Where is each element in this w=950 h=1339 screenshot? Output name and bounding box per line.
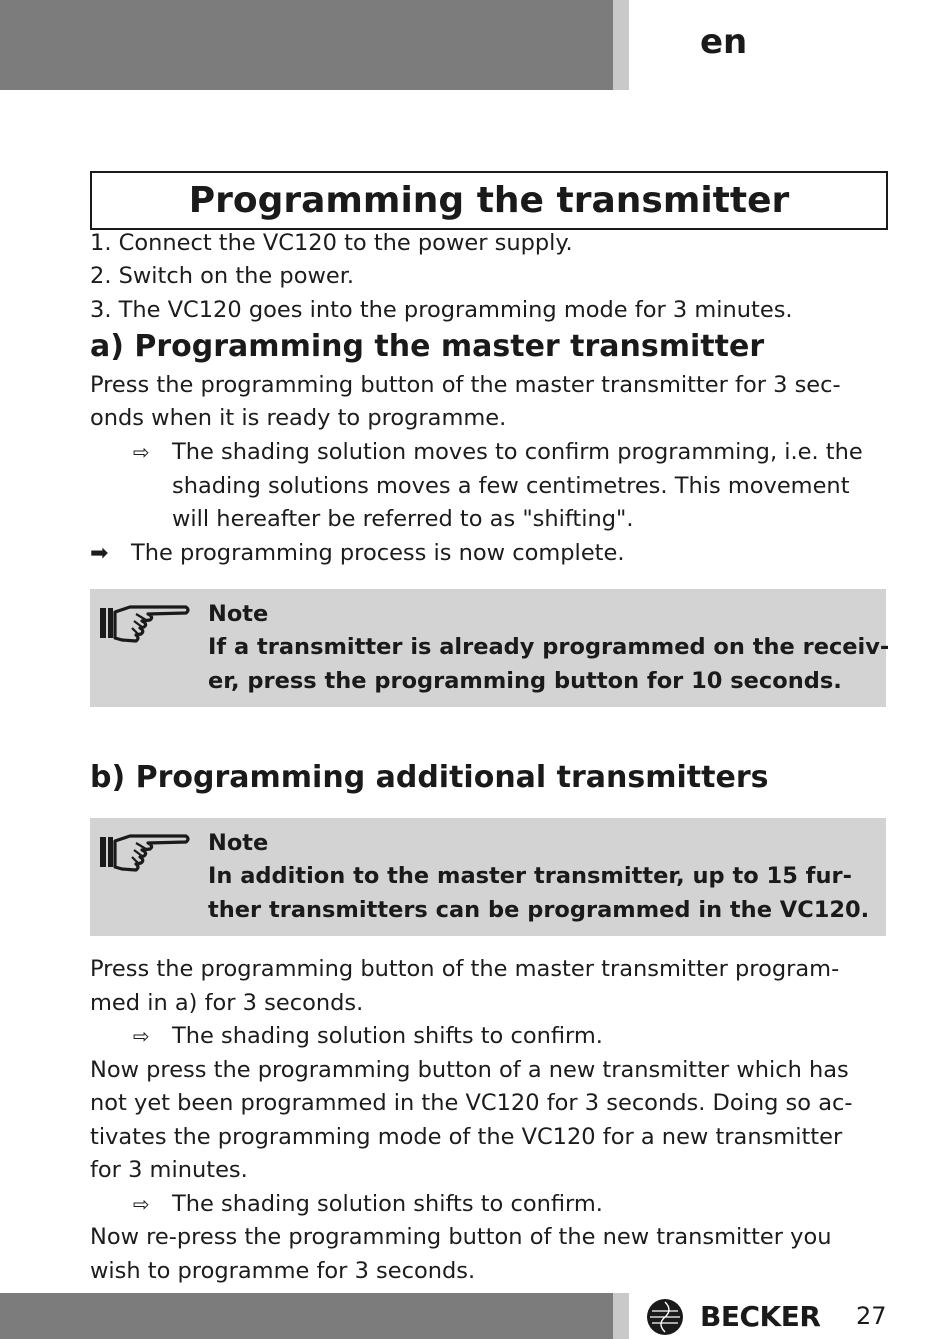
section-b-para1-line-2: med in a) for 3 seconds. <box>90 990 364 1016</box>
footer-bar-edge <box>613 1293 629 1339</box>
section-a-intro-line-1: Press the programming button of the master transmitter for 3 sec- <box>90 372 841 398</box>
title-box <box>90 171 888 230</box>
result-arrow-icon: ⇨ <box>133 1024 150 1048</box>
section-b-para2-line-2: not yet been programmed in the VC120 for 3 seconds. Doing so ac- <box>90 1090 853 1116</box>
becker-logo-icon <box>646 1298 684 1336</box>
section-a-complete: The programming process is now complete. <box>131 540 625 566</box>
complete-arrow-icon: ➡ <box>90 541 109 566</box>
step-1: 1. Connect the VC120 to the power supply. <box>90 230 573 256</box>
step-3: 3. The VC120 goes into the programming mode for 3 minutes. <box>90 297 793 323</box>
section-a-result-line-3: will hereafter be referred to as "shifting". <box>172 506 634 532</box>
header-bar-edge <box>613 0 629 90</box>
pointing-hand-icon <box>98 599 190 647</box>
section-b-para3-line-1: Now re-press the programming button of the new transmitter you <box>90 1224 832 1250</box>
note-box-1 <box>90 589 890 707</box>
section-b-para2-line-1: Now press the programming button of a new transmitter which has <box>90 1057 849 1083</box>
section-b-result-1: The shading solution shifts to confirm. <box>172 1023 603 1049</box>
note-2-title: Note <box>208 830 269 856</box>
note-2-line-1: In addition to the master transmitter, up to 15 fur- <box>208 863 852 889</box>
header-bar <box>0 0 613 90</box>
section-b-result-2: The shading solution shifts to confirm. <box>172 1191 603 1217</box>
note-1-title: Note <box>208 601 269 627</box>
brand-name: BECKER <box>700 1300 821 1333</box>
section-a-result-line-2: shading solutions moves a few centimetres. This movement <box>172 473 850 499</box>
section-b-para2-line-3: tivates the programming mode of the VC120 for a new transmitter <box>90 1124 843 1150</box>
note-box-2 <box>90 818 886 936</box>
note-2-line-2: ther transmitters can be programmed in the VC120. <box>208 897 870 923</box>
note-1-line-1: If a transmitter is already programmed on the receiv- <box>208 634 890 660</box>
section-b-para2-line-4: for 3 minutes. <box>90 1157 248 1183</box>
section-b-para3-line-2: wish to programme for 3 seconds. <box>90 1258 476 1284</box>
note-1-line-2: er, press the programming button for 10 seconds. <box>208 668 842 694</box>
language-label: en <box>700 22 748 62</box>
pointing-hand-icon <box>98 828 190 876</box>
step-2: 2. Switch on the power. <box>90 263 355 289</box>
result-arrow-icon: ⇨ <box>133 440 150 464</box>
page-title: Programming the transmitter <box>188 180 790 221</box>
section-b-heading: b) Programming additional transmitters <box>90 760 769 795</box>
section-a-heading: a) Programming the master transmitter <box>90 329 765 364</box>
result-arrow-icon: ⇨ <box>133 1192 150 1216</box>
section-b-para1-line-1: Press the programming button of the master transmitter program- <box>90 956 840 982</box>
footer-bar <box>0 1293 613 1339</box>
section-a-result-line-1: The shading solution moves to confirm programming, i.e. the <box>172 439 863 465</box>
section-a-intro-line-2: onds when it is ready to programme. <box>90 405 507 431</box>
page-number: 27 <box>856 1302 887 1330</box>
